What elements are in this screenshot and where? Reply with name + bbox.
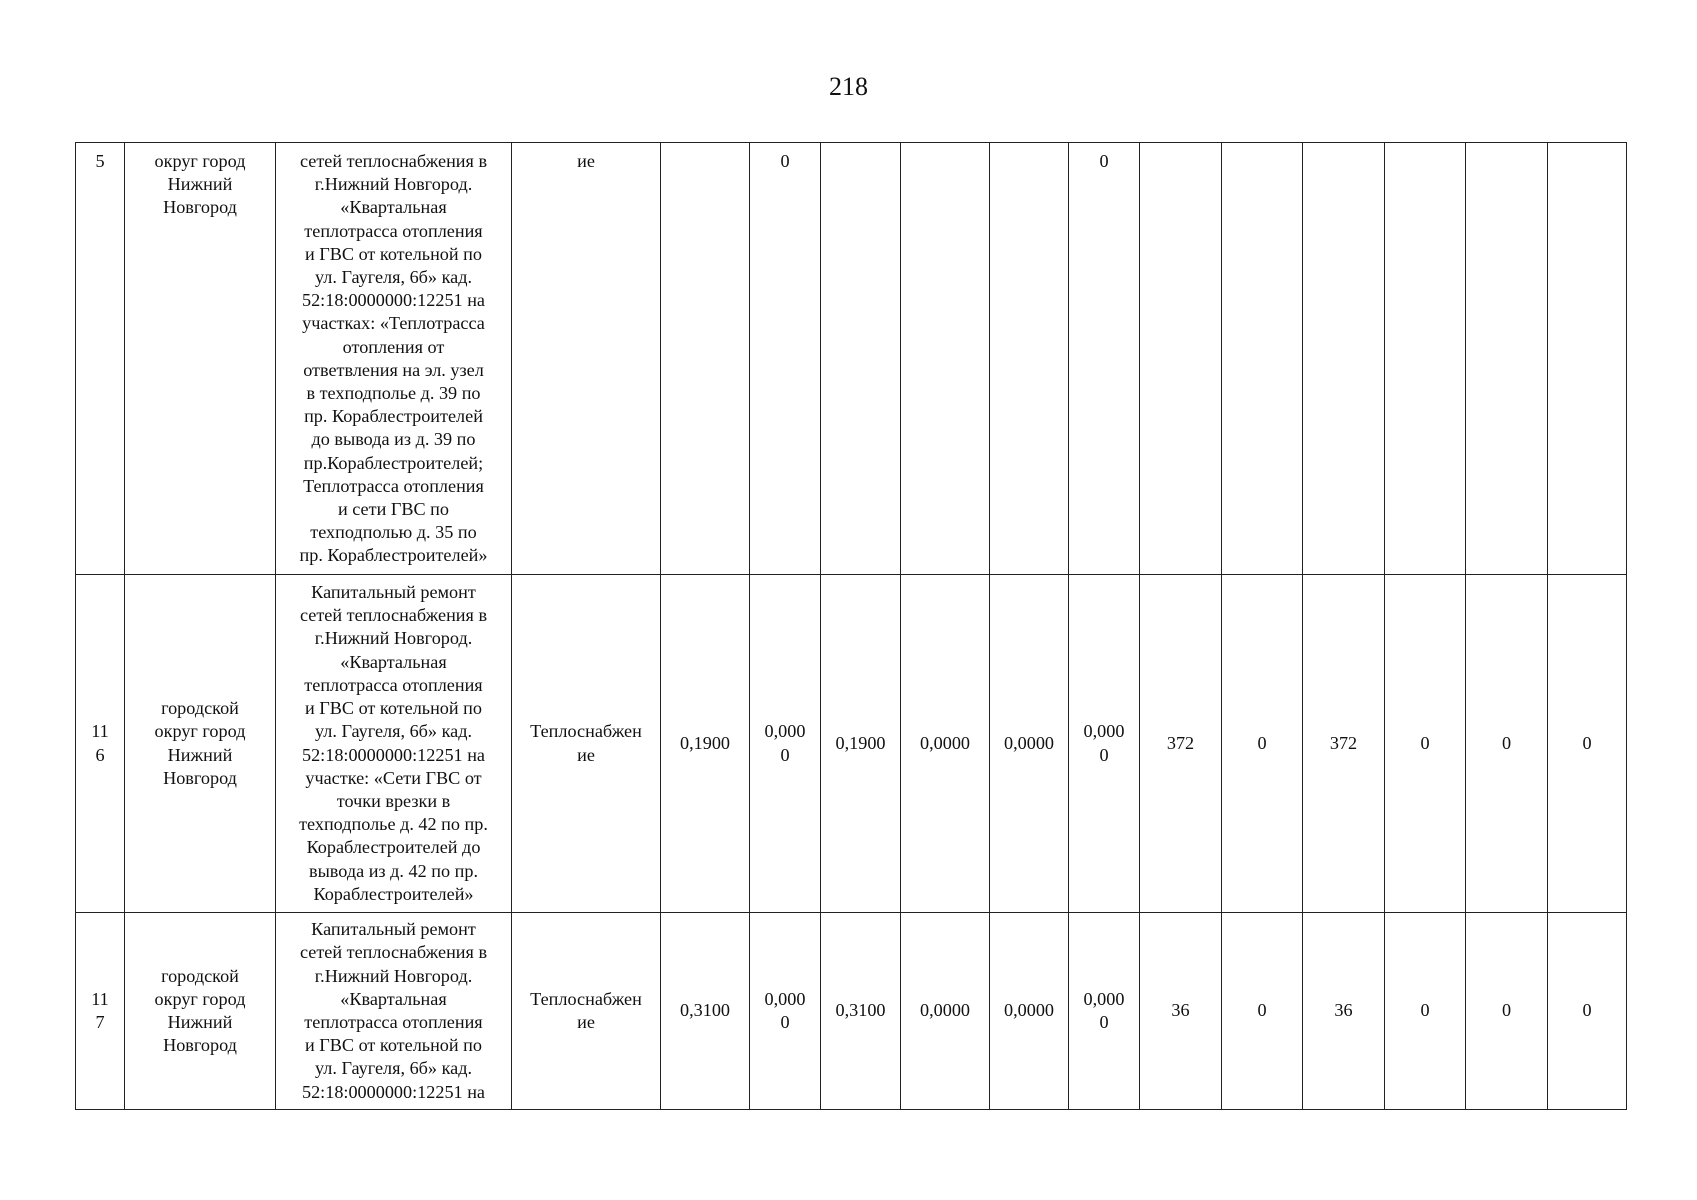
- type-cell: Теплоснабжен ие: [512, 913, 661, 1110]
- description-cell: сетей теплоснабжения в г.Нижний Новгород. «Квартальная теплотрасса отопления и ГВС от котельной по ул. Гаугеля, 6б» кад. 52:18:0000000:12251 на участках: «Теплотрасса отопления от ответвления на эл. узел в техподполье д. 39 по пр. Кораблестроителей до вывода из д. 39 по пр.Кораблестроителей; Теплотрасса отопления и сети ГВС по техподполью д. 35 по пр. Кораблестроителей»: [276, 143, 512, 575]
- value-cell: 0,0000: [901, 575, 990, 913]
- value-cell: [821, 143, 901, 575]
- value-cell: 372: [1140, 575, 1222, 913]
- value-cell: 0: [1466, 575, 1548, 913]
- row-number-cell: 11 6: [76, 575, 125, 913]
- description-cell: Капитальный ремонт сетей теплоснабжения в г.Нижний Новгород. «Квартальная теплотрасса отопления и ГВС от котельной по ул. Гаугеля, 6б» кад. 52:18:0000000:12251 на участке: «Сети ГВС от точки врезки в техподполье д. 42 по пр. Кораблестроителей до вывода из д. 42 по пр. Кораблестроителей»: [276, 575, 512, 913]
- table-row: [76, 913, 1627, 1110]
- data-table: [75, 142, 1627, 1110]
- value-cell: 0: [1385, 913, 1466, 1110]
- value-cell: 0: [1222, 575, 1303, 913]
- municipality-cell: округ город Нижний Новгород: [125, 143, 276, 575]
- value-cell: 0: [1385, 575, 1466, 913]
- value-cell: [1140, 143, 1222, 575]
- value-cell: [1466, 143, 1548, 575]
- value-cell: [661, 143, 750, 575]
- value-cell: [1303, 143, 1385, 575]
- value-cell: 0: [1548, 913, 1627, 1110]
- value-cell: 0,3100: [661, 913, 750, 1110]
- municipality-cell: городской округ город Нижний Новгород: [125, 575, 276, 913]
- value-cell: [990, 143, 1069, 575]
- row-number-cell: 5: [76, 143, 125, 575]
- value-cell: 0: [750, 143, 821, 575]
- type-cell: Теплоснабжен ие: [512, 575, 661, 913]
- value-cell: 0,000 0: [1069, 913, 1140, 1110]
- value-cell: 0,000 0: [750, 575, 821, 913]
- value-cell: 0: [1069, 143, 1140, 575]
- value-cell: [1385, 143, 1466, 575]
- table-row: [76, 143, 1627, 575]
- value-cell: 0,1900: [821, 575, 901, 913]
- value-cell: [1548, 143, 1627, 575]
- value-cell: 372: [1303, 575, 1385, 913]
- value-cell: 0,0000: [990, 913, 1069, 1110]
- page-number: 218: [829, 72, 868, 101]
- value-cell: 0: [1466, 913, 1548, 1110]
- value-cell: 0,0000: [990, 575, 1069, 913]
- municipality-cell: городской округ город Нижний Новгород: [125, 913, 276, 1110]
- value-cell: 0,000 0: [750, 913, 821, 1110]
- value-cell: 0: [1548, 575, 1627, 913]
- value-cell: 36: [1140, 913, 1222, 1110]
- value-cell: 36: [1303, 913, 1385, 1110]
- value-cell: 0,000 0: [1069, 575, 1140, 913]
- description-cell: Капитальный ремонт сетей теплоснабжения в г.Нижний Новгород. «Квартальная теплотрасса отопления и ГВС от котельной по ул. Гаугеля, 6б» кад. 52:18:0000000:12251 на: [276, 913, 512, 1110]
- value-cell: 0,3100: [821, 913, 901, 1110]
- value-cell: [901, 143, 990, 575]
- row-number-cell: 11 7: [76, 913, 125, 1110]
- value-cell: [1222, 143, 1303, 575]
- value-cell: 0,1900: [661, 575, 750, 913]
- type-cell: ие: [512, 143, 661, 575]
- value-cell: 0,0000: [901, 913, 990, 1110]
- value-cell: 0: [1222, 913, 1303, 1110]
- table-row: [76, 575, 1627, 913]
